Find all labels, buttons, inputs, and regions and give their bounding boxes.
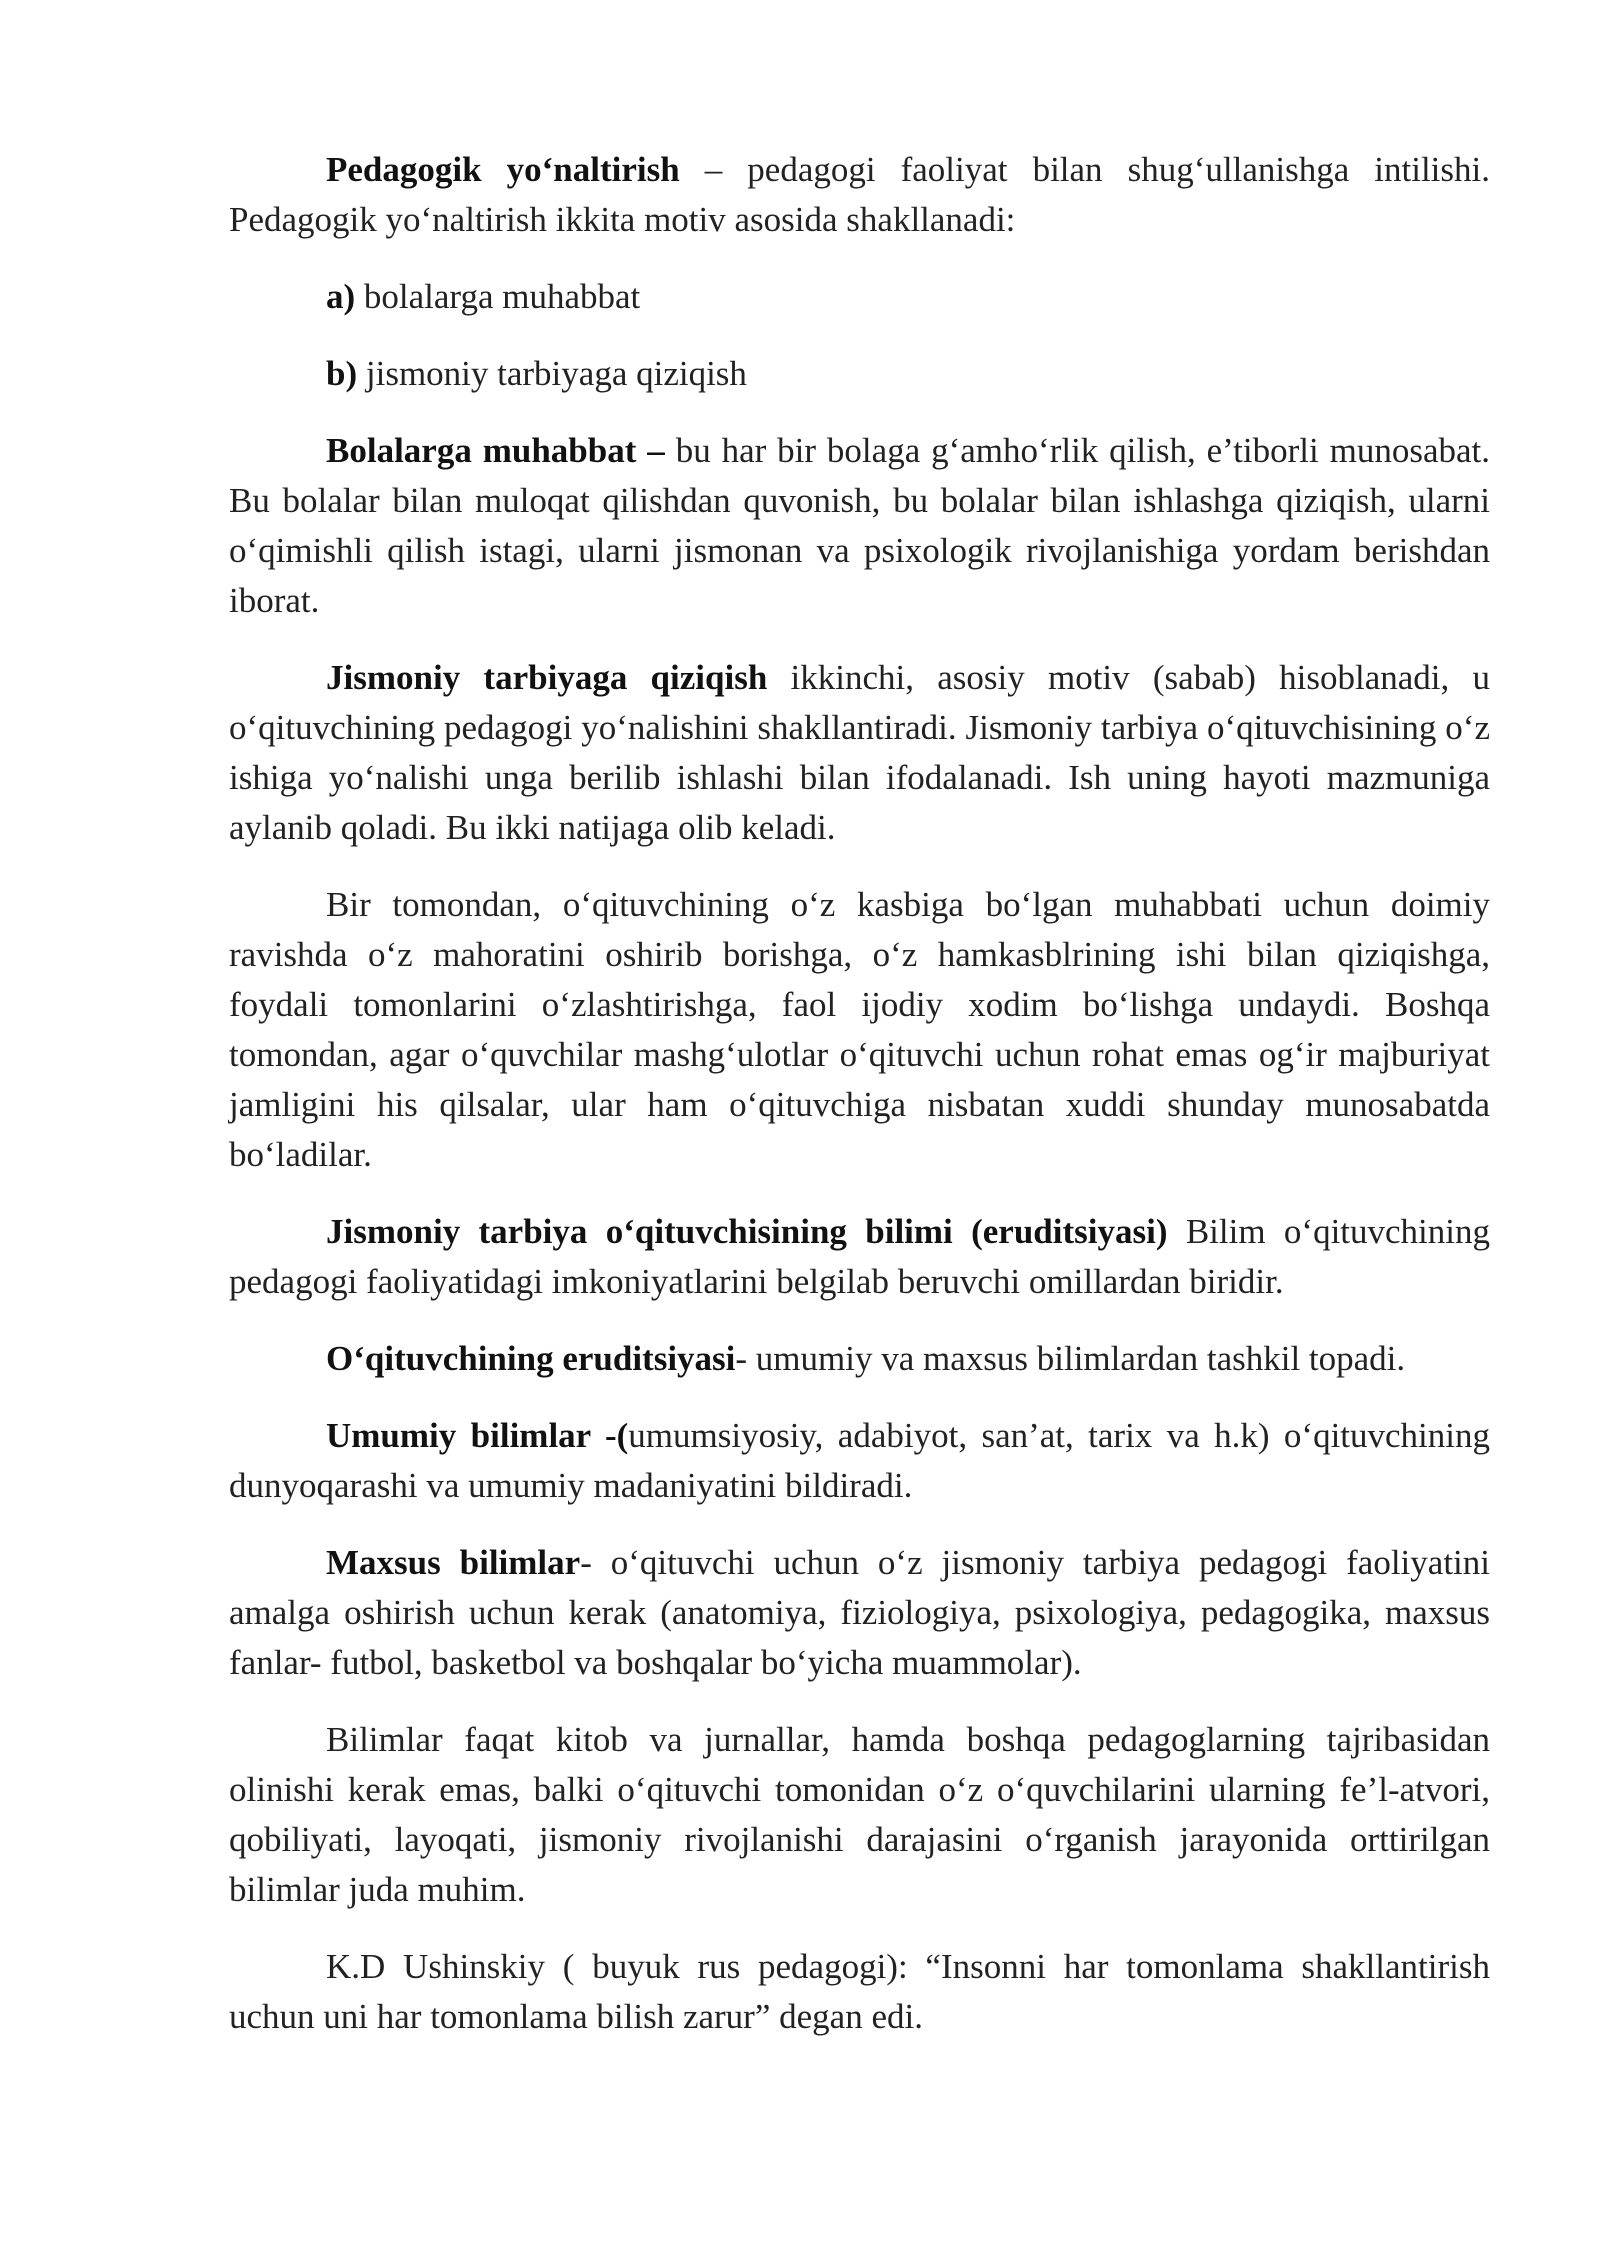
- paragraph-text: bu har bir bolaga g‘amho‘rlik qilish, e’tiborli munosabat. Bu bolalar bilan muloqat qilishdan quvonish, bu bolalar bilan ishlashga qiziqish, ularni o‘qimishli qilish istagi, ularni jismonan va psixologik rivojlanishiga yordam berishdan iborat.: [229, 431, 1491, 620]
- paragraph-text: - o‘qituvchi uchun o‘z jismoniy tarbiya pedagogi faoliyatini amalga oshirish uchun kerak (anatomiya, fiziologiya, psixologiya, pedagogika, maxsus fanlar- futbol, basketbol va boshqalar bo‘yicha muammolar).: [229, 1543, 1490, 1682]
- paragraph-text: Bir tomondan, o‘qituvchining o‘z kasbiga bo‘lgan muhabbati uchun doimiy ravishda o‘z mahoratini oshirib borishga, o‘z hamkasblrining ishi bilan qiziqishga, foydali tomonlarini o‘zlashtirishga, faol ijodiy xodim bo‘lishga undaydi. Boshqa tomondan, agar o‘quvchilar mashg‘ulotlar o‘qituvchi uchun rohat emas og‘ir majburiyat jamligini his qilsalar, ular ham o‘qituvchiga nisbatan xuddi shunday munosabatda bo‘ladilar.: [229, 885, 1490, 1174]
- term-bold: Jismoniy tarbiyaga qiziqish: [326, 658, 768, 697]
- paragraph-bir-tomondan: [229, 880, 1490, 1180]
- paragraph-text: - umumiy va maxsus bilimlardan tashkil topadi.: [735, 1339, 1406, 1378]
- paragraph-text: ikkinchi, asosiy motiv (sabab) hisoblanadi, u o‘qituvchining pedagogi yo‘nalishini shakllantiradi. Jismoniy tarbiya o‘qituvchisining o‘z ishiga yo‘nalishi unga berilib ishlashi bilan ifodalanadi. Ish uning hayoti mazmuniga aylanib qoladi. Bu ikki natijaga olib keladi.: [229, 658, 1490, 847]
- list-item-text: bolalarga muhabbat: [355, 277, 641, 316]
- list-item-b: [229, 349, 1490, 399]
- term-bold: Pedagogik yo‘naltirish: [326, 150, 680, 189]
- paragraph-jismoniy-tarbiyaga-qiziqish: [229, 653, 1490, 853]
- term-bold: Maxsus bilimlar: [326, 1543, 581, 1582]
- paragraph-text: Bilim o‘qituvchining pedagogi faoliyatidagi imkoniyatlarini belgilab beruvchi omillardan biridir.: [229, 1212, 1490, 1301]
- document-page: [229, 145, 1490, 2069]
- term-bold: Jismoniy tarbiya o‘qituvchisining bilimi (eruditsiyasi): [326, 1212, 1168, 1251]
- paragraph-text: K.D Ushinskiy ( buyuk rus pedagogi): “Insonni har tomonlama shakllantirish uchun uni har tomonlama bilish zarur” degan edi.: [229, 1947, 1490, 2036]
- term-bold: Bolalarga muhabbat –: [326, 431, 665, 470]
- paragraph-maxsus-bilimlar: [229, 1538, 1490, 1688]
- paragraph-pedagogik-yonaltirish: [229, 145, 1490, 245]
- paragraph-oqituvchi-eruditsiyasi: [229, 1334, 1490, 1384]
- list-item-a: [229, 272, 1490, 322]
- paragraph-text: Bilimlar faqat kitob va jurnallar, hamda boshqa pedagoglarning tajribasidan olinishi kerak emas, balki o‘qituvchi tomonidan o‘z o‘quvchilarini ularning fe’l-atvori, qobiliyati, layoqati, jismoniy rivojlanishi darajasini o‘rganish jarayonida orttirilgan bilimlar juda muhim.: [229, 1720, 1490, 1909]
- list-item-text: jismoniy tarbiyaga qiziqish: [357, 354, 747, 393]
- paragraph-oqituvchi-bilimi: [229, 1207, 1490, 1307]
- list-marker: a): [326, 277, 356, 316]
- paragraph-bilimlar-faqat: [229, 1715, 1490, 1915]
- list-marker: b): [326, 354, 358, 393]
- paragraph-text: – pedagogi faoliyat bilan shug‘ullanishga intilishi. Pedagogik yo‘naltirish ikkita motiv asosida shakllanadi:: [229, 150, 1490, 239]
- term-bold: O‘qituvchining eruditsiyasi: [326, 1339, 736, 1378]
- term-bold: Umumiy bilimlar -(: [326, 1416, 629, 1455]
- paragraph-bolalarga-muhabbat: [229, 426, 1490, 626]
- paragraph-text: umumsiyosiy, adabiyot, san’at, tarix va h.k) o‘qituvchining dunyoqarashi va umumiy madaniyatini bildiradi.: [229, 1416, 1490, 1505]
- paragraph-ushinskiy-quote: [229, 1942, 1490, 2042]
- paragraph-umumiy-bilimlar: [229, 1411, 1490, 1511]
